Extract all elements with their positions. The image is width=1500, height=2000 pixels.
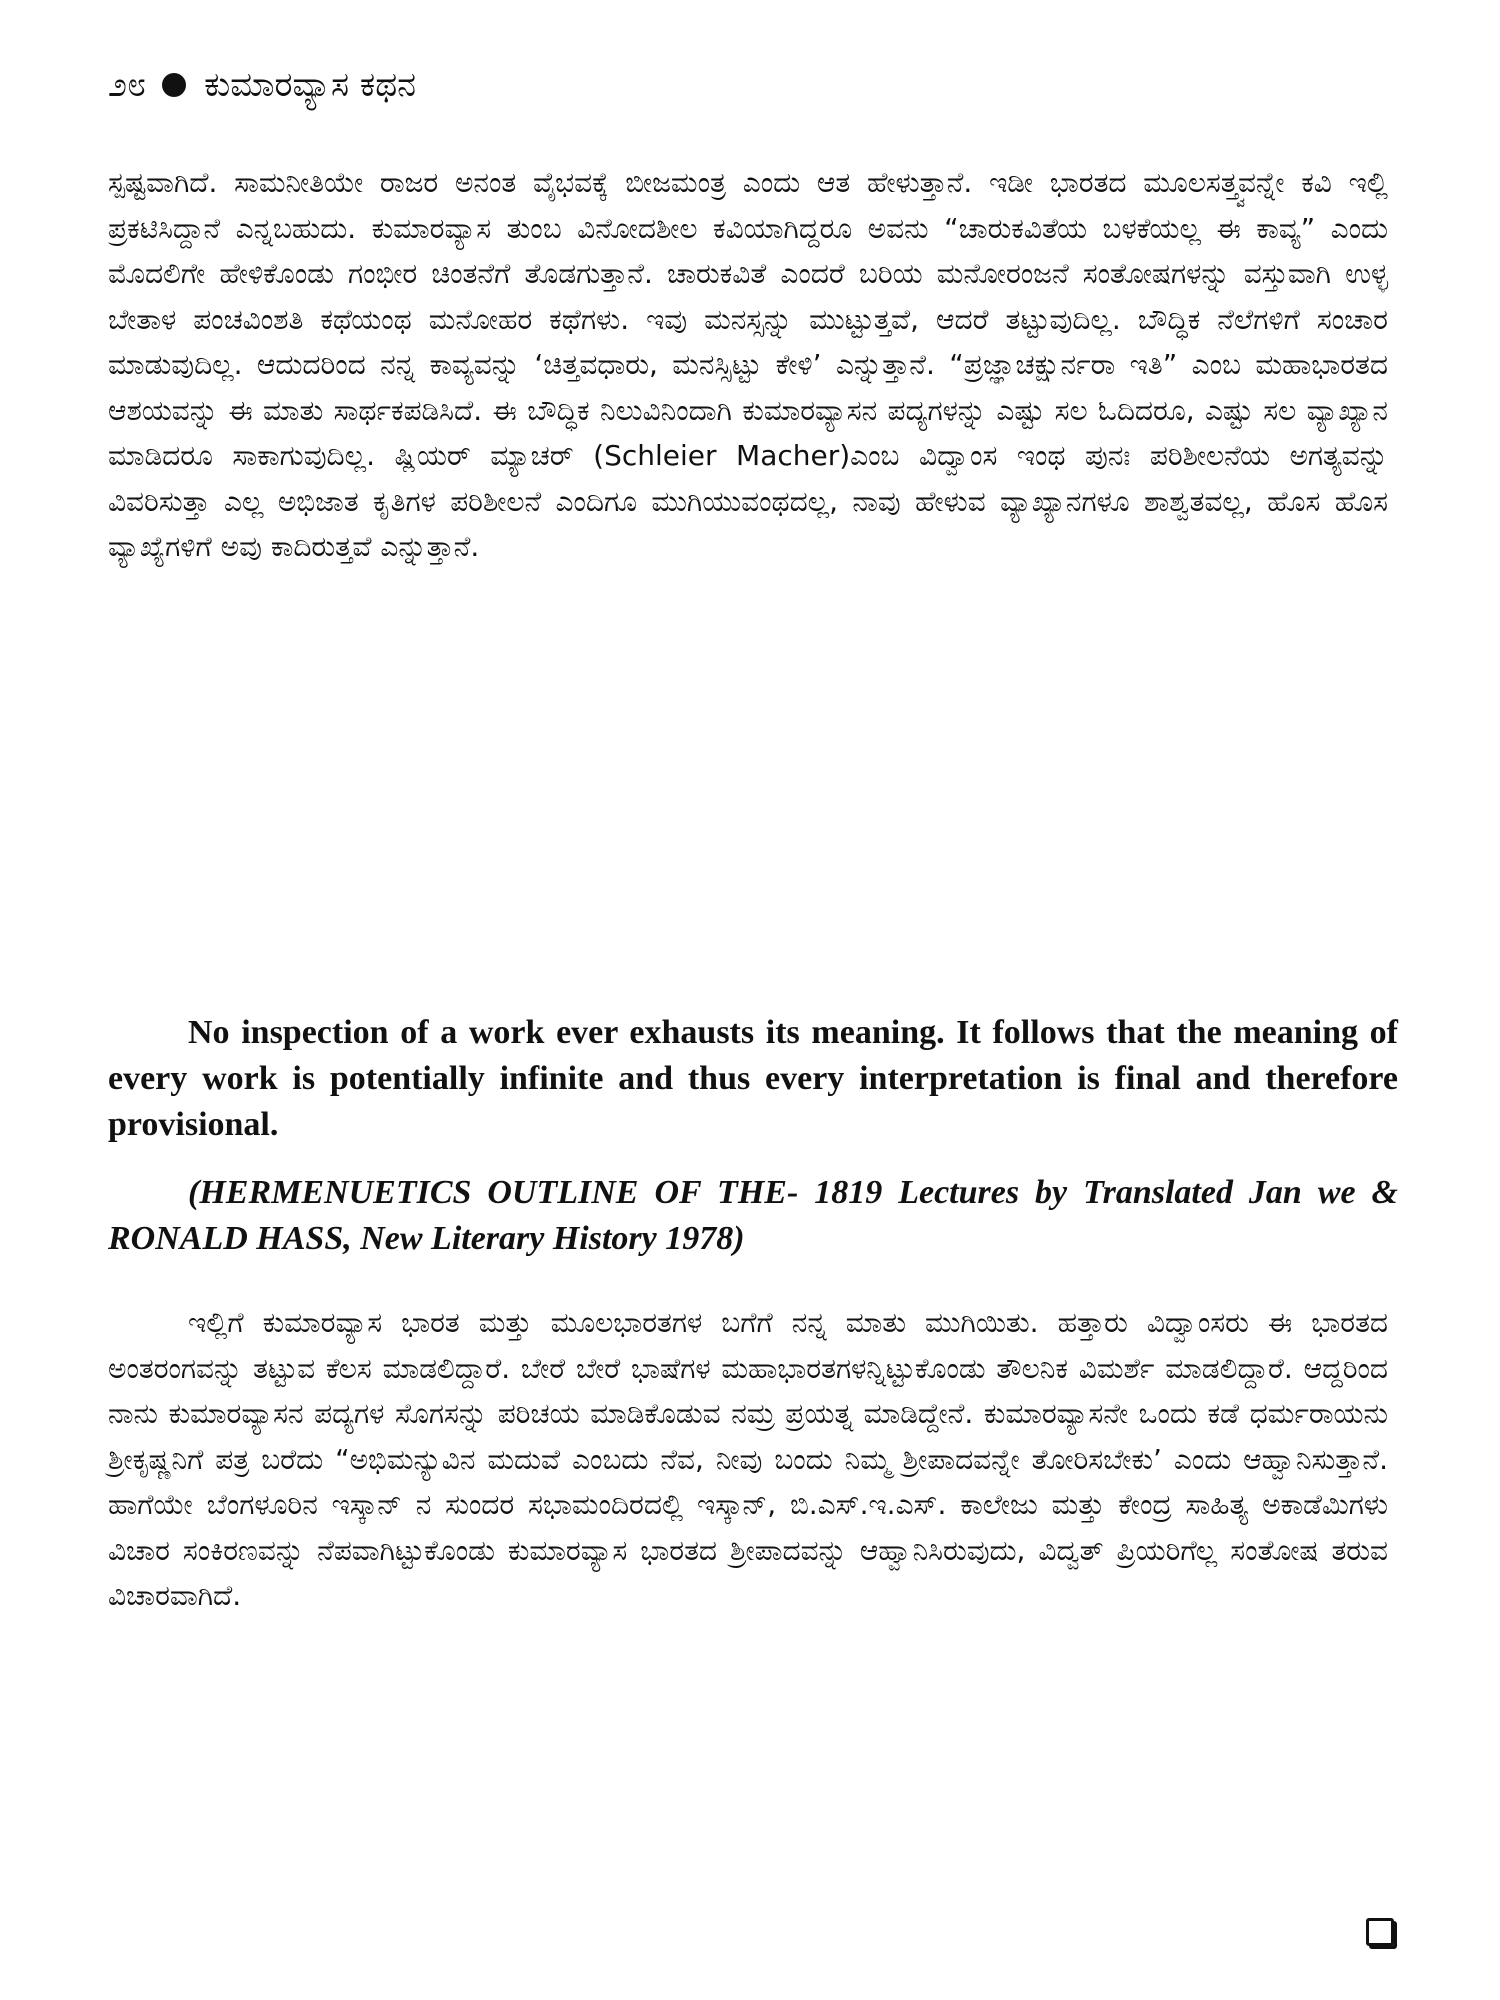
book-title: ಕುಮಾರವ್ಯಾಸ ಕಥನ: [204, 65, 417, 105]
bullet-separator-icon: [162, 73, 186, 97]
body-paragraph-2: ಇಲ್ಲಿಗೆ ಕುಮಾರವ್ಯಾಸ ಭಾರತ ಮತ್ತು ಮೂಲಭಾರತಗಳ ಬಗೆಗೆ ನನ್ನ ಮಾತು ಮುಗಿಯಿತು. ಹತ್ತಾರು ವಿದ್ವಾಂಸರು ಈ ಭಾರತದ ಅಂತರಂಗವನ್ನು ತಟ್ಟುವ ಕೆಲಸ ಮಾಡಲಿದ್ದಾರೆ. ಬೇರೆ ಬೇರೆ ಭಾಷೆಗಳ ಮಹಾಭಾರತಗಳನ್ನಿಟ್ಟುಕೊಂಡು ತೌಲನಿಕ ವಿಮರ್ಶೆ ಮಾಡಲಿದ್ದಾರೆ. ಆದ್ದರಿಂದ ನಾನು ಕುಮಾರವ್ಯಾಸನ ಪದ್ಯಗಳ ಸೊಗಸನ್ನು ಪರಿಚಯ ಮಾಡಿಕೊಡುವ ನಮ್ರ ಪ್ರಯತ್ನ ಮಾಡಿದ್ದೇನೆ. ಕುಮಾರವ್ಯಾಸನೇ ಒಂದು ಕಡೆ ಧರ್ಮರಾಯನು ಶ್ರೀಕೃಷ್ಣನಿಗೆ ಪತ್ರ ಬರೆದು “ಅಭಿಮನ್ಯುವಿನ ಮದುವೆ ಎಂಬದು ನೆವ, ನೀವು ಬಂದು ನಿಮ್ಮ ಶ್ರೀಪಾದವನ್ನೇ ತೋರಿಸಬೇಕು’ ಎಂದು ಆಹ್ವಾನಿಸುತ್ತಾನೆ. ಹಾಗೆಯೇ ಬೆಂಗಳೂರಿನ ಇಸ್ಕಾನ್ ನ ಸುಂದರ ಸಭಾಮಂದಿರದಲ್ಲಿ ಇಸ್ಕಾನ್, ಬಿ.ಎಸ್.ಇ.ಎಸ್. ಕಾಲೇಜು ಮತ್ತು ಕೇಂದ್ರ ಸಾಹಿತ್ಯ ಅಕಾಡೆಮಿಗಳು ವಿಚಾರ ಸಂಕಿರಣವನ್ನು ನೆಪವಾಗಿಟ್ಟುಕೊಂಡು ಕುಮಾರವ್ಯಾಸ ಭಾರತದ ಶ್ರೀಪಾದವನ್ನು ಆಹ್ವಾನಿಸಿರುವುದು, ವಿದ್ವತ್ ಪ್ರಿಯರಿಗೆಲ್ಲ ಸಂತೋಷ ತರುವ ವಿಚಾರವಾಗಿದೆ.: [108, 1306, 1388, 1612]
quotation-citation: (HERMENUETICS OUTLINE OF THE- 1819 Lectures by Translated Jan we & RONALD HASS, New Literary History 1978): [108, 1174, 1398, 1257]
page-number: ೨೮: [108, 65, 147, 105]
english-quotation: No inspection of a work ever exhausts its meaning. It follows that the meaning of every work is potentially infinite and thus every interpretation is final and therefore provisional.: [108, 1014, 1398, 1143]
end-of-section-icon: [1366, 1918, 1394, 1946]
body-paragraph-1: ಸ್ಪಷ್ಟವಾಗಿದೆ. ಸಾಮನೀತಿಯೇ ರಾಜರ ಅನಂತ ವೈಭವಕ್ಕೆ ಬೀಜಮಂತ್ರ ಎಂದು ಆತ ಹೇಳುತ್ತಾನೆ. ಇಡೀ ಭಾರತದ ಮೂಲಸತ್ತ್ವವನ್ನೇ ಕವಿ ಇಲ್ಲಿ ಪ್ರಕಟಿಸಿದ್ದಾನೆ ಎನ್ನಬಹುದು. ಕುಮಾರವ್ಯಾಸ ತುಂಬ ವಿನೋದಶೀಲ ಕವಿಯಾಗಿದ್ದರೂ ಅವನು “ಚಾರುಕವಿತೆಯ ಬಳಕೆಯಲ್ಲ ಈ ಕಾವ್ಯ” ಎಂದು ಮೊದಲಿಗೇ ಹೇಳಿಕೊಂಡು ಗಂಭೀರ ಚಿಂತನೆಗೆ ತೊಡಗುತ್ತಾನೆ. ಚಾರುಕವಿತೆ ಎಂದರೆ ಬರಿಯ ಮನೋರಂಜನೆ ಸಂತೋಷಗಳನ್ನು ವಸ್ತುವಾಗಿ ಉಳ್ಳ ಬೇತಾಳ ಪಂಚವಿಂಶತಿ ಕಥೆಯಂಥ ಮನೋಹರ ಕಥೆಗಳು. ಇವು ಮನಸ್ಸನ್ನು ಮುಟ್ಟುತ್ತವೆ, ಆದರೆ ತಟ್ಟುವುದಿಲ್ಲ. ಬೌದ್ಧಿಕ ನೆಲೆಗಳಿಗೆ ಸಂಚಾರ ಮಾಡುವುದಿಲ್ಲ. ಆದುದರಿಂದ ನನ್ನ ಕಾವ್ಯವನ್ನು ‘ಚಿತ್ತವಧಾರು, ಮನಸ್ಸಿಟ್ಟು ಕೇಳಿ’ ಎನ್ನುತ್ತಾನೆ. “ಪ್ರಜ್ಞಾಚಕ್ಷುರ್ನರಾ ಇತಿ” ಎಂಬ ಮಹಾಭಾರತದ ಆಶಯವನ್ನು ಈ ಮಾತು ಸಾರ್ಥಕಪಡಿಸಿದೆ. ಈ ಬೌದ್ಧಿಕ ನಿಲುವಿನಿಂದಾಗಿ ಕುಮಾರವ್ಯಾಸನ ಪದ್ಯಗಳನ್ನು ಎಷ್ಟು ಸಲ ಓದಿದರೂ, ಎಷ್ಟು ಸಲ ವ್ಯಾಖ್ಯಾನ ಮಾಡಿದರೂ ಸಾಕಾಗುವುದಿಲ್ಲ. ಷ್ಲಿಯರ್ ಮ್ಯಾಚರ್ (Schleier Macher)ಎಂಬ ವಿದ್ವಾಂಸ ಇಂಥ ಪುನಃ ಪರಿಶೀಲನೆಯ ಅಗತ್ಯವನ್ನು ವಿವರಿಸುತ್ತಾ ಎಲ್ಲ ಅಭಿಜಾತ ಕೃತಿಗಳ ಪರಿಶೀಲನೆ ಎಂದಿಗೂ ಮುಗಿಯುವಂಥದಲ್ಲ, ನಾವು ಹೇಳುವ ವ್ಯಾಖ್ಯಾನಗಳೂ ಶಾಶ್ವತವಲ್ಲ, ಹೊಸ ಹೊಸ ವ್ಯಾಖ್ಯೆಗಳಿಗೆ ಅವು ಕಾದಿರುತ್ತವೆ ಎನ್ನುತ್ತಾನೆ.: [108, 166, 1388, 563]
running-header: [108, 60, 416, 110]
